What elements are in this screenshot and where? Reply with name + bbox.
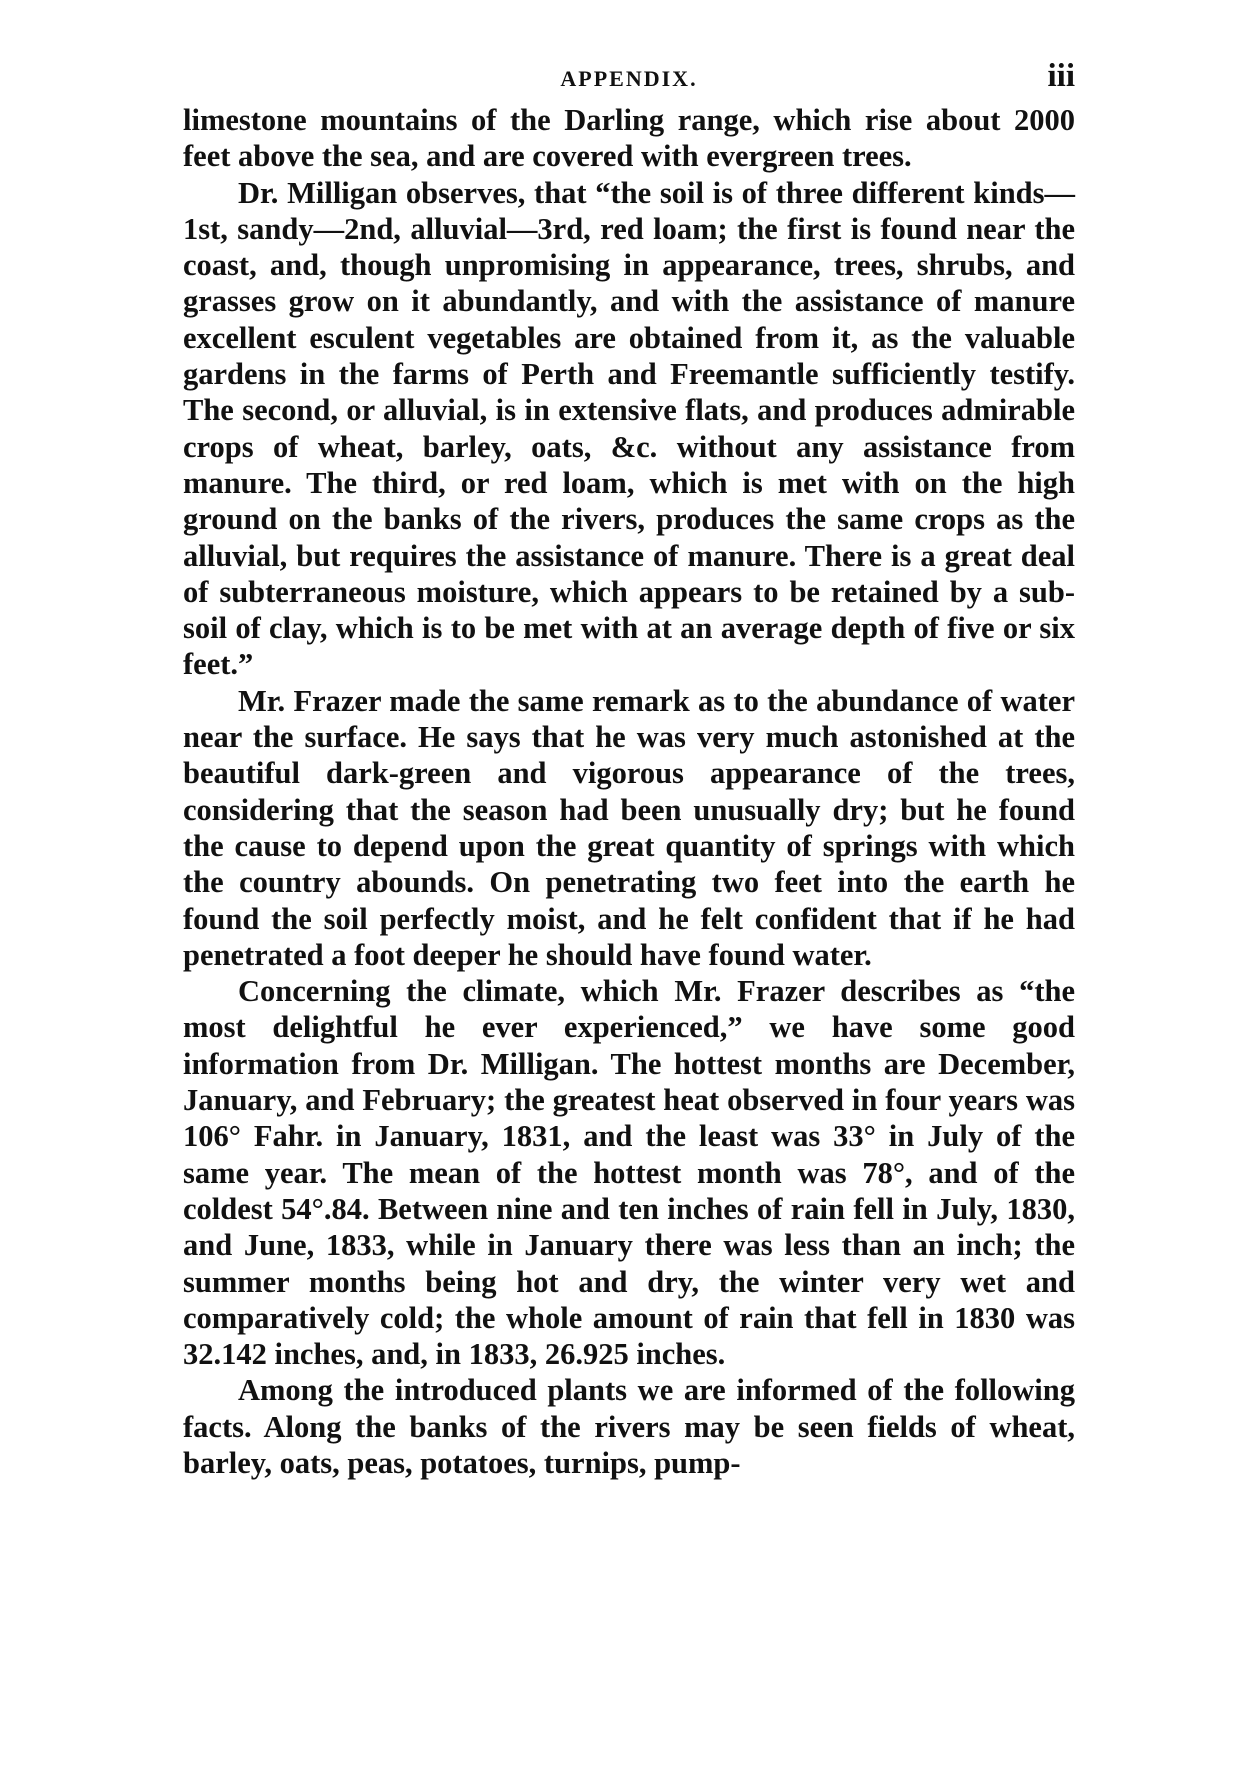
paragraph-climate: Concerning the climate, which Mr. Frazer describes as “the most delightful he ever experienced,” we have some good information from Dr. Milligan. The hottest months are December, January, and February; the greatest heat observed in four years was 106° Fahr. in January, 1831, and the least was 33° in July of the same year. The mean of the hottest month was 78°, and of the coldest 54°.84. Between nine and ten inches of rain fell in July, 1830, and June, 1833, while in January there was less than an inch; the summer months being hot and dry, the winter very wet and comparatively cold; the whole amount of rain that fell in 1830 was 32.142 inches, and, in 1833, 26.925 inches. <box>183 974 1075 1372</box>
paragraph-water: Mr. Frazer made the same remark as to the abundance of water near the surface. He says that he was very much astonished at the beautiful dark-green and vigorous appearance of the trees, considering that the season had been unusually dry; but he found the cause to depend upon the great quantity of springs with which the country abounds. On penetrating two feet into the earth he found the soil perfectly moist, and he felt confident that if he had penetrated a foot deeper he should have found water. <box>183 683 1075 972</box>
paragraph-soil: Dr. Milligan observes, that “the soil is of three different kinds—1st, sandy—2nd, alluvial—3rd, red loam; the first is found near the coast, and, though unpromising in appearance, trees, shrubs, and grasses grow on it abundantly, and with the assistance of manure excellent esculent vegetables are obtained from it, as the valuable gardens in the farms of Perth and Freemantle sufficiently testify. The second, or alluvial, is in extensive flats, and produces admirable crops of wheat, barley, oats, &c. without any assistance from manure. The third, or red loam, which is met with on the high ground on the banks of the rivers, produces the same crops as the alluvial, but requires the assistance of manure. There is a great deal of subterraneous moisture, which appears to be retained by a sub-soil of clay, which is to be met with at an average depth of five or six feet.” <box>183 175 1075 682</box>
page-number: iii <box>1047 58 1075 94</box>
paragraph-continued-limestone: limestone mountains of the Darling range, which rise about 2000 feet above the sea, and are covered with evergreen trees. <box>183 103 1075 174</box>
body-text <box>183 102 1075 1481</box>
running-title: APPENDIX. <box>560 66 698 91</box>
running-head <box>183 56 1075 96</box>
paragraph-introduced-plants: Among the introduced plants we are informed of the following facts. Along the banks of the rivers may be seen fields of wheat, barley, oats, peas, potatoes, turnips, pump- <box>183 1373 1075 1480</box>
